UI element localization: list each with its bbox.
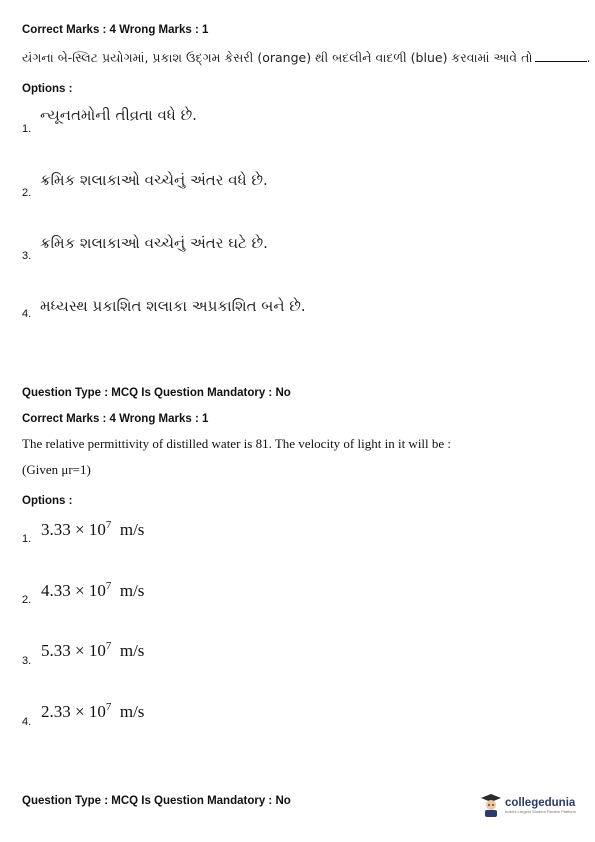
q2-option-2-text[interactable] xyxy=(41,581,144,601)
mantissa: 5.33 × 10 xyxy=(41,641,106,660)
unit: m/s xyxy=(119,641,145,660)
logo-name: collegedunia xyxy=(505,796,576,809)
q1-option-2-number: 2. xyxy=(22,187,32,199)
collegedunia-logo xyxy=(480,792,576,818)
q1-option-2-text[interactable]: ક્રમિક શલાકાઓ વચ્ચેનું અંતર વધે છે. xyxy=(40,171,268,189)
q2-option-3-number: 3. xyxy=(22,655,32,667)
q2-option-1-text[interactable] xyxy=(41,520,144,540)
q2-question-text: The relative permittivity of distilled water is 81. The velocity of light in it will be : xyxy=(22,436,452,451)
q2-option-4-number: 4. xyxy=(22,716,32,728)
q1-marks: Correct Marks : 4 Wrong Marks : 1 xyxy=(22,24,209,36)
logo-tagline: India's Largest Student Review Platform xyxy=(505,808,577,814)
q2-option-1-number: 1. xyxy=(22,533,32,545)
q2-option-2-number: 2. xyxy=(22,594,32,606)
q2-question-type: Question Type : MCQ Is Question Mandatory : No xyxy=(22,387,291,399)
q3-question-type: Question Type : MCQ Is Question Mandatory : No xyxy=(22,795,291,807)
exponent: 7 xyxy=(105,701,112,713)
exponent: 7 xyxy=(105,519,112,531)
graduate-mascot-icon xyxy=(480,792,502,818)
mantissa: 3.33 × 10 xyxy=(41,520,106,539)
q2-options-label: Options : xyxy=(22,495,73,507)
q1-option-3-number: 3. xyxy=(22,250,32,262)
unit: m/s xyxy=(119,702,145,721)
q1-option-3-text[interactable]: ક્રમિક શલાકાઓ વચ્ચેનું અંતર ઘટે છે. xyxy=(40,234,268,252)
q1-option-4-number: 4. xyxy=(22,308,32,320)
q1-question-text: યંગના બે-સ્લિટ પ્રયોગમાં, પ્રકાશ ઉદ્ગમ કેસરી (orange) થી બદલીને વાદળી (blue) કરવામાં આવે તો . xyxy=(22,50,591,65)
q2-given: (Given μr=1) xyxy=(22,462,91,477)
exponent: 7 xyxy=(105,580,112,592)
unit: m/s xyxy=(119,520,145,539)
q1-option-1-number: 1. xyxy=(22,123,32,135)
q1-option-1-text[interactable]: ન્યૂનતમોની તીવ્રતા વધે છે. xyxy=(40,106,197,124)
answer-blank xyxy=(535,50,587,62)
q2-marks: Correct Marks : 4 Wrong Marks : 1 xyxy=(22,413,209,425)
mantissa: 4.33 × 10 xyxy=(41,581,106,600)
q2-option-3-text[interactable] xyxy=(41,641,144,661)
exponent: 7 xyxy=(105,640,112,652)
q2-option-4-text[interactable] xyxy=(41,702,144,722)
q1-question-body: યંગના બે-સ્લિટ પ્રયોગમાં, પ્રકાશ ઉદ્ગમ કેસરી (orange) થી બદલીને વાદળી (blue) કરવામાં આવે તો xyxy=(22,50,533,65)
q1-options-label: Options : xyxy=(22,83,73,95)
unit: m/s xyxy=(119,581,145,600)
q1-option-4-text[interactable]: મધ્યસ્થ પ્રકાશિત શલાકા અપ્રકાશિત બને છે. xyxy=(40,297,306,315)
mantissa: 2.33 × 10 xyxy=(41,702,106,721)
